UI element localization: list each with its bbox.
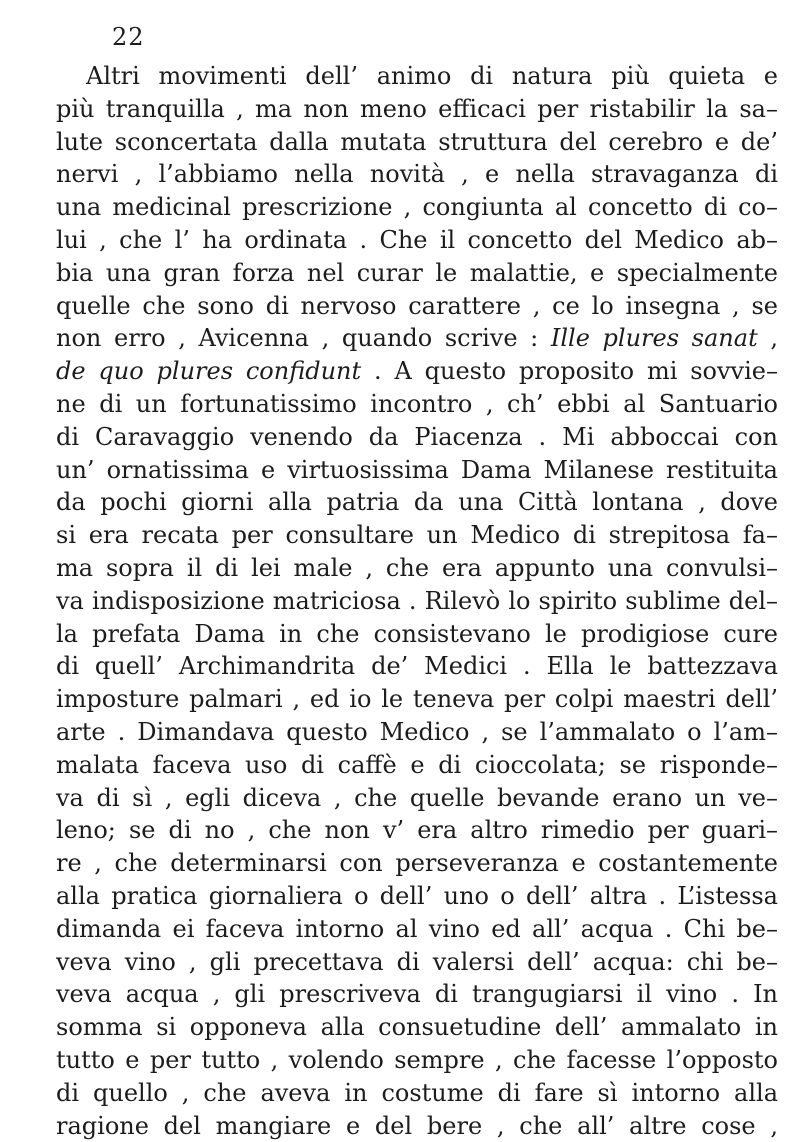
text-line bbox=[56, 814, 778, 847]
text-line bbox=[56, 486, 778, 519]
text-line bbox=[56, 585, 778, 618]
text-segment: una medicinal prescrizione , congiunta al concetto di co– bbox=[56, 193, 778, 221]
text-segment: nervi , l’abbiamo nella novità , e nella stravaganza di bbox=[56, 160, 778, 188]
text-line bbox=[56, 683, 778, 716]
text-segment: non erro , Avicenna , quando scrive : bbox=[56, 324, 551, 352]
text-segment: veva acqua , gli prescriveva di trangugiarsi il vino . In bbox=[56, 980, 778, 1008]
text-segment: bia una gran forza nel curar le malattie, e specialmente bbox=[56, 259, 778, 287]
body-text bbox=[56, 60, 778, 1142]
text-segment: un’ ornatissima e virtuosissima Dama Milanese restituita bbox=[56, 456, 778, 484]
text-line bbox=[56, 224, 778, 257]
text-segment: tutto e per tutto , volendo sempre , che facesse l’opposto bbox=[56, 1046, 778, 1074]
text-line bbox=[56, 880, 778, 913]
text-segment: di Caravaggio venendo da Piacenza . Mi abboccai con bbox=[56, 423, 778, 451]
text-segment: lui , che l’ ha ordinata . Che il concetto del Medico ab– bbox=[56, 226, 778, 254]
text-line bbox=[56, 1110, 778, 1142]
text-line bbox=[56, 126, 778, 159]
text-segment: imposture palmari , ed io le teneva per colpi maestri dell’ bbox=[56, 685, 778, 713]
text-line bbox=[56, 913, 778, 946]
text-segment: di quello , che aveva in costume di fare sì intorno alla bbox=[56, 1079, 778, 1107]
text-segment: la prefata Dama in che consistevano le prodigiose cure bbox=[56, 620, 778, 648]
text-segment: veva vino , gli precettava di valersi dell’ acqua: chi be– bbox=[56, 948, 778, 976]
text-segment: ne di un fortunatissimo incontro , ch’ ebbi al Santuario bbox=[56, 390, 778, 418]
text-segment: Altri movimenti dell’ animo di natura più quieta e bbox=[86, 62, 778, 90]
text-line bbox=[56, 978, 778, 1011]
text-segment: , bbox=[758, 324, 778, 352]
text-line bbox=[56, 650, 778, 683]
text-line bbox=[56, 552, 778, 585]
text-line bbox=[56, 847, 778, 880]
text-segment: re , che determinarsi con perseveranza e costantemente bbox=[56, 849, 778, 877]
text-segment: va indisposizione matriciosa . Rilevò lo spirito sublime del– bbox=[56, 587, 778, 615]
text-line bbox=[56, 946, 778, 979]
text-line bbox=[56, 782, 778, 815]
text-line bbox=[56, 519, 778, 552]
text-line bbox=[56, 1011, 778, 1044]
text-line bbox=[56, 421, 778, 454]
text-line bbox=[56, 60, 778, 93]
text-line bbox=[56, 322, 778, 355]
text-line bbox=[56, 355, 778, 388]
text-line bbox=[56, 749, 778, 782]
text-line bbox=[56, 716, 778, 749]
text-segment: ma sopra il di lei male , che era appunto una convulsi– bbox=[56, 554, 778, 582]
italic-quote: Ille plures sanat bbox=[551, 324, 758, 352]
text-segment: da pochi giorni alla patria da una Città lontana , dove bbox=[56, 488, 778, 516]
text-segment: alla pratica giornaliera o dell’ uno o dell’ altra . L’istessa bbox=[56, 882, 778, 910]
text-segment: . A questo proposito mi sovvie– bbox=[361, 357, 778, 385]
text-segment: ragione del mangiare e del bere , che all’ altre cose , bbox=[56, 1112, 778, 1140]
text-line bbox=[56, 191, 778, 224]
text-line bbox=[56, 158, 778, 191]
text-segment: leno; se di no , che non v’ era altro rimedio per guari– bbox=[56, 816, 778, 844]
text-line bbox=[56, 257, 778, 290]
text-segment: più tranquilla , ma non meno efficaci per ristabilir la sa– bbox=[56, 95, 778, 123]
page-number: 22 bbox=[112, 22, 145, 52]
text-segment: malata faceva uso di caffè e di cioccolata; se risponde– bbox=[56, 751, 778, 779]
text-line bbox=[56, 1044, 778, 1077]
text-line bbox=[56, 388, 778, 421]
text-line bbox=[56, 290, 778, 323]
text-segment: lute sconcertata dalla mutata struttura del cerebro e de’ bbox=[56, 128, 778, 156]
text-line bbox=[56, 618, 778, 651]
italic-quote: de quo plures confidunt bbox=[56, 357, 361, 385]
text-segment: di quell’ Archimandrita de’ Medici . Ella le battezzava bbox=[56, 652, 778, 680]
text-line bbox=[56, 1077, 778, 1110]
text-segment: somma si opponeva alla consuetudine dell’ ammalato in bbox=[56, 1013, 778, 1041]
text-segment: arte . Dimandava questo Medico , se l’ammalato o l’am– bbox=[56, 718, 778, 746]
text-segment: dimanda ei faceva intorno al vino ed all’ acqua . Chi be– bbox=[56, 915, 778, 943]
text-segment: va di sì , egli diceva , che quelle bevande erano un ve– bbox=[56, 784, 778, 812]
text-line bbox=[56, 93, 778, 126]
text-segment: si era recata per consultare un Medico di strepitosa fa– bbox=[56, 521, 778, 549]
text-line bbox=[56, 454, 778, 487]
text-segment: quelle che sono di nervoso carattere , ce lo insegna , se bbox=[56, 292, 778, 320]
